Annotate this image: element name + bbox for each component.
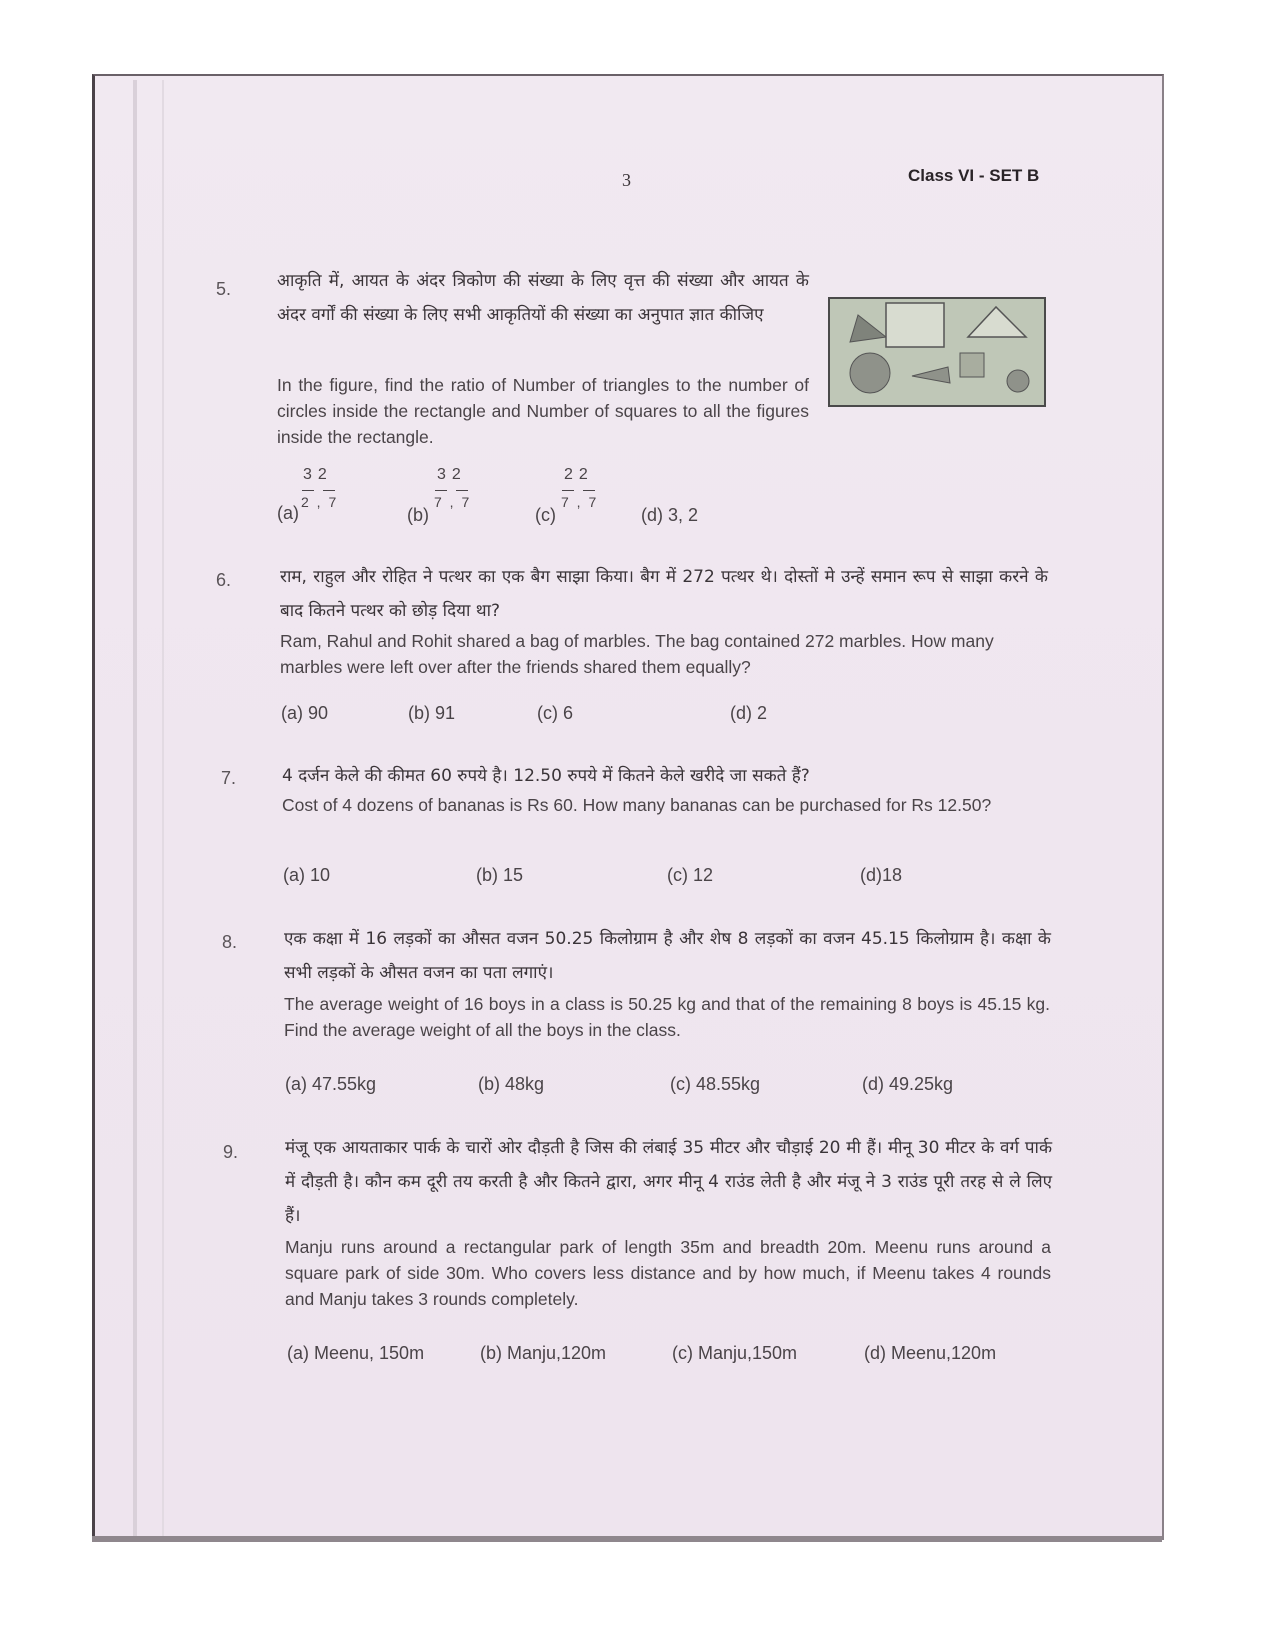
option-b: (b) 15 — [476, 865, 524, 885]
question-hindi-text: आकृति में, आयत के अंदर त्रिकोण की संख्या के लिए वृत्त की संख्या और आयत के अंदर वर्गों की संख्या के लिए सभी आकृतियों की संख्या का अनुपात ज्ञात कीजिए — [277, 271, 809, 325]
square-shape — [960, 353, 984, 377]
option-c: (c) 48.55kg — [670, 1074, 761, 1094]
option-d: (d) Meenu,120m — [864, 1343, 997, 1363]
question-english-text: Ram, Rahul and Rohit shared a bag of marbles. The bag contained 272 marbles. How many marbles were left over after the friends shared them equally? — [280, 631, 994, 677]
square-shape — [886, 303, 944, 347]
circle-shape — [1007, 370, 1029, 392]
question-english-text: Cost of 4 dozens of bananas is Rs 60. How many bananas can be purchased for Rs 12.50? — [282, 795, 992, 815]
option-a: (a) 47.55kg — [285, 1074, 377, 1094]
question-hindi-text: मंजू एक आयताकार पार्क के चारों ओर दौड़ती है जिस की लंबाई 35 मीटर और चौड़ाई 20 मी हैं। मीनू 30 मीटर के वर्ग पार्क में दौड़ती है। कौन कम दूरी तय करती है और कितने द्वारा, अगर मीनू 4 राउंड लेती है और मंजू ने 3 राउंड पूरी तरह से ले लिए हैं। — [285, 1138, 1052, 1226]
option-label: (c) — [535, 505, 556, 525]
option-d: (d)18 — [860, 865, 903, 885]
fraction-numerator: 32 — [303, 466, 333, 483]
fraction-denominator: 2 , 7 — [301, 494, 339, 510]
option-label: (a) — [277, 503, 299, 523]
question-number: 8. — [222, 932, 238, 952]
option-b: (b) 48kg — [478, 1074, 545, 1094]
option-b: (b) Manju,120m — [480, 1343, 607, 1363]
fraction-denominator: 7 , 7 — [434, 494, 472, 510]
question-hindi-text: एक कक्षा में 16 लड़कों का औसत वजन 50.25 किलोग्राम है और शेष 8 लड़कों का वजन 45.15 किलोग्राम है। कक्षा के सभी लड़कों के औसत वजन का पता लगाएं। — [284, 929, 1051, 983]
question-english-text: The average weight of 16 boys in a class is 50.25 kg and that of the remaining 8 boys is 45.15 kg. Find the average weight of all the boys in the class. — [284, 994, 1050, 1040]
option-c: (c) 12 — [667, 865, 714, 885]
option-d: (d) 2 — [730, 703, 768, 723]
fraction-denominator: 7 , 7 — [561, 494, 599, 510]
option-d: (d) 49.25kg — [862, 1074, 954, 1094]
question-number: 5. — [216, 279, 232, 299]
option-a: (a) Meenu, 150m — [287, 1343, 425, 1363]
option-label: (b) — [407, 505, 429, 525]
page-number: 3 — [622, 170, 631, 190]
question-hindi-text: राम, राहुल और रोहित ने पत्थर का एक बैग साझा किया। बैग में 272 पत्थर थे। दोस्तों मे उन्हें समान रूप से साझा करने के बाद कितने पत्थर को छोड़ दिया था? — [280, 567, 1048, 621]
shapes-figure — [828, 297, 1046, 407]
page-fold-line — [162, 80, 164, 1538]
set-label: Class VI - SET B — [908, 166, 1040, 185]
question-english-text: Manju runs around a rectangular park of length 35m and breadth 20m. Meenu runs around a square park of side 30m. Who covers less distance and by how much, if Meenu takes 4 rounds and Manju takes 3 rounds completely. — [285, 1237, 1051, 1309]
fraction-numerator: 22 — [564, 466, 594, 483]
option-c: (c) Manju,150m — [672, 1343, 798, 1363]
question-number: 6. — [216, 570, 232, 590]
circle-shape — [850, 353, 890, 393]
option-a: (a) 90 — [281, 703, 329, 723]
option-a: (a) 10 — [283, 865, 331, 885]
option-b: (b) 91 — [408, 703, 456, 723]
question-number: 7. — [221, 768, 237, 788]
question-hindi-text: 4 दर्जन केले की कीमत 60 रुपये है। 12.50 रुपये में कितने केले खरीदे जा सकते हैं? — [282, 766, 810, 786]
question-english-text: In the figure, find the ratio of Number of triangles to the number of circles inside the rectangle and Number of squares to all the figures inside the rectangle. — [277, 375, 809, 447]
page-fold-line — [133, 80, 137, 1538]
option-label: (d) 3, 2 — [641, 505, 699, 525]
page-bottom-edge — [92, 1536, 1162, 1542]
question-number: 9. — [223, 1142, 239, 1162]
fraction-numerator: 32 — [437, 466, 467, 483]
option-c: (c) 6 — [537, 703, 573, 723]
